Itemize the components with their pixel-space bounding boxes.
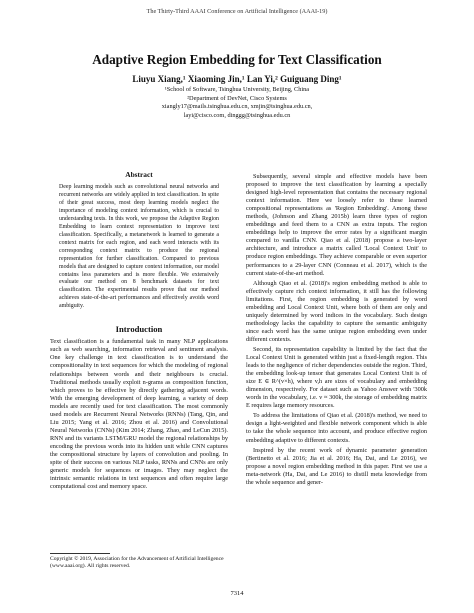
- right-paragraph-1: Subsequently, several simple and effective models have been proposed to improve the text classification by learning a specially designed high-level representation that contains the necessary regional context information. Here we loosely refer to these learned compositional representations as 'Region Embedding'. Among these methods, (Johnson and Zhang 2015b) learn three types of region embeddings and feed them to a CNN as extra inputs. The region embeddings help to improve the error rates by a significant margin compared to vanilla CNN. Qiao et al. (2018) propose a two-layer architecture, and introduce a matrix called 'Local Context Unit' to produce region embeddings. They achieve comparable or even superior performances to a 29-layer CNN (Conneau et al. 2017), which is the current state-of-the-art method.: [246, 173, 427, 277]
- right-paragraph-2: Although Qiao et al. (2018)'s region embedding method is able to effectively capture rich context information, it still has the following limitations. First, the region embedding is generated by word embedding and Local Context Unit, where both of them are only and uniquely determined by word indices in the vocabulary. Such design methodology lacks the capability to capture the semantic ambiguity since each word has the same unique region embedding even under different contexts.: [246, 279, 427, 343]
- page-number: 7314: [230, 590, 244, 597]
- introduction-paragraph: Text classification is a fundamental task in many NLP applications such as web searching, information retrieval and sentiment analysis. One key challenge in text classification is to understand the compositionality in text sequences for which the modeling of regional relationships between words and their neighbours is crucial. Traditional methods usually exploit n-grams as composition function, which proves to be effective by directly gathering adjacent words. With the emerging development of deep learning, a variety of deep models are recently used for text classification. The most commonly used models are Recurrent Neural Networks (RNNs) (Tang, Qin, and Liu 2015; Yang et al. 2016; Zhou et al. 2016) and Convolutional Neural Networks (CNNs) (Kim 2014; Zhang, Zhao, and LeCun 2015). RNN and its variants LSTM/GRU model the regional relationships by encoding the previous words into its hidden unit while CNN captures the compositional structure by layers of convolution and pooling. In spite of their success on various NLP tasks, RNNs and CNNs are only generic models for sequences or images. They may neglect the intrinsic semantic relations in text sequences and often require large computational cost and memory space.: [50, 338, 228, 491]
- affiliations: [0, 86, 474, 120]
- abstract-heading: Abstract: [125, 170, 153, 179]
- conference-header: The Thirty-Third AAAI Conference on Artificial Intelligence (AAAI-19): [146, 8, 328, 15]
- right-paragraph-5: Inspired by the recent work of dynamic parameter generation (Bertinetto et al. 2016; Jia et al. 2016; Ha, Dai, and Le 2016), we propose a novel region embedding method in this paper. First we use a meta-network (Ha, Dai, and Le 2016) to distill meta knowledge from the whole sequence and gener-: [246, 446, 427, 486]
- right-paragraph-3: Second, its representation capability is limited by the fact that the Local Context Unit is generated within just a fixed-length region. This leads to the negligence of richer dependencies outside the region. Third, the embedding look-up tensor that generates Local Context Unit is of size E ∈ R^(v×h), where v,h are sizes of vocabulary and embedding dimension, respectively. For dataset such as Yahoo Answer with '300k words in the vocabulary, i.e. v ≈ 300k, the storage of embedding matrix E requires large memory resources.: [246, 345, 427, 410]
- affiliation-line-3: xiangly17@mails.tsinghua.edu.cn, xmjin@tsinghua.edu.cn,: [161, 103, 313, 111]
- abstract-text: Deep learning models such as convolutional neural networks and recurrent networks are widely applied in text classification. In spite of their great success, most deep learning models neglect the importance of modeling context information, which is crucial to understanding texts. In this work, we propose the Adaptive Region Embedding to learn context representation to improve text classification. Specifically, a metanetwork is learned to generate a context matrix for each region, and each word interacts with its corresponding context matrix to produce the regional representation for further classification. Compared to previous models that are designed to capture context information, our model contains less parameters and is more flexible. We extensively evaluate our method on 8 benchmark datasets for text classification. The experimental results prove that our method achieves state-of-the-art performances and effectively avoids word ambiguity.: [59, 184, 219, 310]
- affiliation-line-4: layi@cisco.com, dinggg@tsinghua.edu.cn: [183, 111, 291, 119]
- copyright-footnote: Copyright © 2019, Association for the Advancement of Artificial Intelligence (www.aaai.org). All rights reserved.: [50, 556, 224, 569]
- right-column: [246, 171, 427, 487]
- author-list: Liuyu Xiang,¹ Xiaoming Jin,¹ Lan Yi,² Guiguang Ding¹: [132, 74, 342, 84]
- footnote-rule: [50, 553, 110, 554]
- introduction-heading: Introduction: [115, 324, 163, 335]
- right-paragraph-4: To address the limitations of Qiao et al. (2018)'s method, we need to design a light-weighted and flexible network component which is able to take the whole sequence into account, and produce effective region embedding adaptive to different contexts.: [246, 412, 427, 444]
- affiliation-line-2: ²Department of DevNet, Cisco Systems: [187, 94, 287, 102]
- affiliation-line-1: ¹School of Software, Tsinghua University, Beijing, China: [164, 86, 310, 93]
- left-column: [50, 171, 228, 491]
- paper-title: Adaptive Region Embedding for Text Classification: [92, 52, 382, 67]
